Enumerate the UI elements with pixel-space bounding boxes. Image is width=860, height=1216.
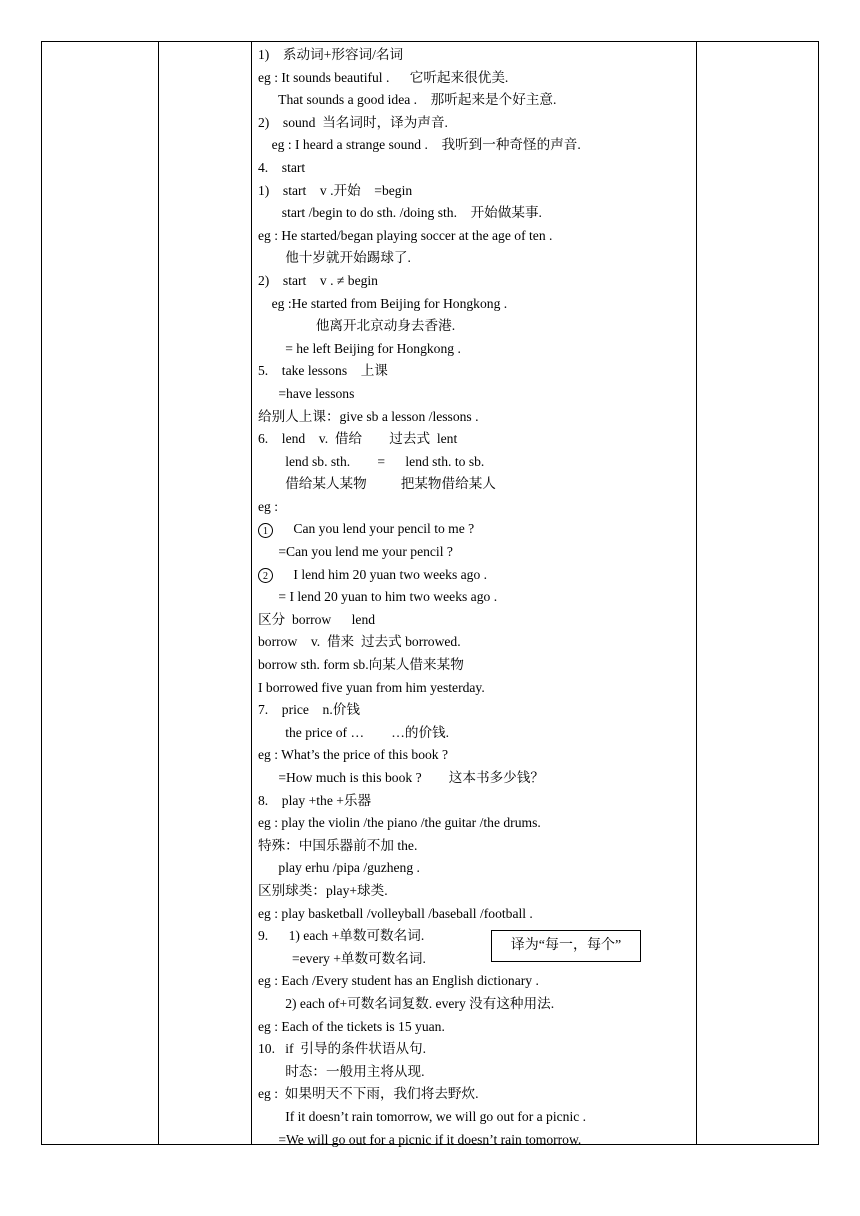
text-line: 1) 系动词+形容词/名词 [258, 47, 404, 62]
text-line: I borrowed five yuan from him yesterday. [258, 679, 485, 695]
text-line: eg : 如果明天不下雨，我们将去野炊. [258, 1086, 479, 1102]
text-line: =Can you lend me your pencil ? [258, 544, 453, 560]
example-2 [258, 564, 694, 587]
notes-table [41, 41, 819, 1145]
text-line: eg : Each /Every student has an English dictionary . [258, 973, 539, 989]
text-line: eg : He started/began playing soccer at the age of ten . [258, 227, 553, 243]
text-line: =We will go out for a picnic if it doesn’t rain tomorrow. [258, 1131, 582, 1147]
text-line: =have lessons [258, 385, 355, 401]
text-line: borrow v. 借来 过去式 borrowed. [258, 634, 461, 650]
note-box: 译为“每一，每个” [491, 930, 641, 962]
text-line: eg : What’s the price of this book ? [258, 747, 449, 763]
text-line: =How much is this book ? 这本书多少钱？ [258, 770, 544, 785]
text-line: eg : play basketball /volleyball /baseball /football . [258, 905, 533, 921]
text-line: the price of … …的价钱. [258, 724, 450, 740]
text-line: 他离开北京动身去香港. [258, 318, 456, 334]
column-divider [158, 42, 159, 1144]
text-line: eg : I heard a strange sound . 我听到一种奇怪的声音. [258, 137, 581, 153]
text-line: 5. take lessons 上课 [258, 363, 388, 379]
text-line: If it doesn’t rain tomorrow, we will go out for a picnic . [258, 1108, 587, 1124]
text-line: I lend him 20 yuan two weeks ago . [273, 566, 488, 582]
text-line: 时态：一般用主将从现. [258, 1063, 425, 1079]
text-line: 特殊：中国乐器前不加 the. [258, 837, 418, 853]
text-line: 2) each of+可数名词复数. every 没有这种用法. [258, 995, 555, 1011]
text-line: 2) start v . ≠ begin [258, 272, 378, 288]
column-divider [251, 42, 252, 1144]
text-line: eg : Each of the tickets is 15 yuan. [258, 1018, 445, 1034]
text-line: 区别球类：play+球类. [258, 882, 388, 898]
text-line: play erhu /pipa /guzheng . [258, 860, 420, 876]
text-line: 借给某人某物 把某物借给某人 [258, 476, 496, 492]
text-line: That sounds a good idea . 那听起来是个好主意. [258, 92, 557, 108]
text-line: 他十岁就开始踢球了. [258, 250, 411, 266]
text-line: borrow sth. form sb.向某人借来某物 [258, 657, 464, 673]
text-line: 2) sound 当名词时，译为声音. [258, 114, 448, 130]
circled-number-2: 2 [258, 568, 273, 583]
text-line: eg : It sounds beautiful . 它听起来很优美. [258, 69, 509, 85]
text-line: 7. price n.价钱 [258, 702, 360, 718]
text-line: start /begin to do sth. /doing sth. 开始做某事. [258, 205, 542, 221]
text-line: = he left Beijing for Hongkong . [258, 340, 461, 356]
lesson-notes-column [258, 44, 694, 1151]
text-line: 给别人上课：give sb a lesson /lessons . [258, 408, 479, 424]
text-line: 1) start v .开始 =begin [258, 182, 413, 198]
text-line: Can you lend your pencil to me ? [273, 521, 475, 537]
text-line: eg : play the violin /the piano /the guitar /the drums. [258, 815, 541, 831]
text-line: = I lend 20 yuan to him two weeks ago . [258, 589, 498, 605]
text-line: eg :He started from Beijing for Hongkong . [258, 295, 508, 311]
text-line: 8. play +the +乐器 [258, 792, 372, 808]
column-divider [696, 42, 697, 1144]
text-line: 6. lend v. 借给 过去式 lent [258, 431, 458, 447]
text-line: 10. if 引导的条件状语从句. [258, 1041, 427, 1057]
text-line: =every +单数可数名词. [258, 950, 426, 966]
text-line: eg : [258, 498, 279, 514]
text-line: 区分 borrow lend [258, 611, 376, 627]
text-line: 9. 1) each +单数可数名词. [258, 928, 425, 944]
text-line: lend sb. sth. = lend sth. to sb. [258, 453, 485, 469]
text-line: 4. start [258, 159, 306, 175]
circled-number-1: 1 [258, 523, 273, 538]
example-1 [258, 518, 694, 541]
